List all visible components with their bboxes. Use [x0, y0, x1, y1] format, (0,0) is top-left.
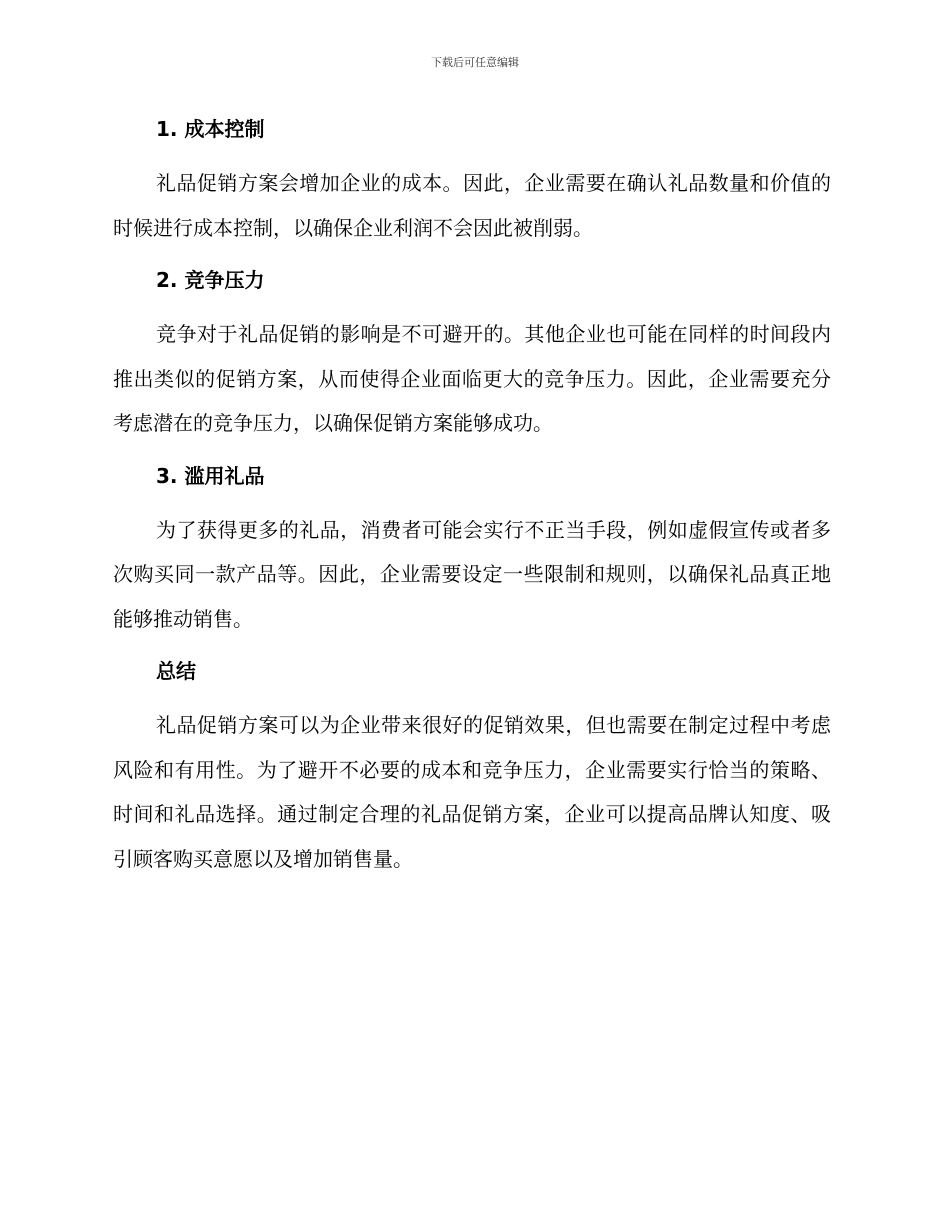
section-heading: 2. 竞争压力 [156, 268, 265, 292]
section-summary [113, 655, 831, 881]
page-header-note: 下载后可任意编辑 [431, 56, 519, 69]
section-paragraph: 礼品促销方案可以为企业带来很好的促销效果，但也需要在制定过程中考虑风险和有用性。为了避开不必要的成本和竞争压力，企业需要实行恰当的策略、时间和礼品选择。通过制定合理的礼品促销方案，企业可以提高品牌认知度、吸引顾客购买意愿以及增加销售量。 [113, 713, 831, 871]
section-paragraph: 为了获得更多的礼品，消费者可能会实行不正当手段，例如虚假宣传或者多次购买同一款产品等。因此，企业需要设定一些限制和规则，以确保礼品真正地能够推动销售。 [113, 517, 831, 631]
section-competition-pressure [113, 264, 831, 446]
section-gift-abuse [113, 460, 831, 642]
document-body [113, 113, 831, 895]
section-heading: 3. 滥用礼品 [156, 463, 265, 488]
section-cost-control [113, 113, 831, 250]
section-heading: 总结 [156, 659, 196, 683]
section-paragraph: 竞争对于礼品促销的影响是不可避开的。其他企业也可能在同样的时间段内推出类似的促销方案，从而使得企业面临更大的竞争压力。因此，企业需要充分考虑潜在的竞争压力，以确保促销方案能够成功。 [113, 322, 831, 435]
section-paragraph: 礼品促销方案会增加企业的成本。因此，企业需要在确认礼品数量和价值的时候进行成本控制，以确保企业利润不会因此被削弱。 [113, 171, 831, 240]
section-heading: 1. 成本控制 [156, 117, 265, 141]
